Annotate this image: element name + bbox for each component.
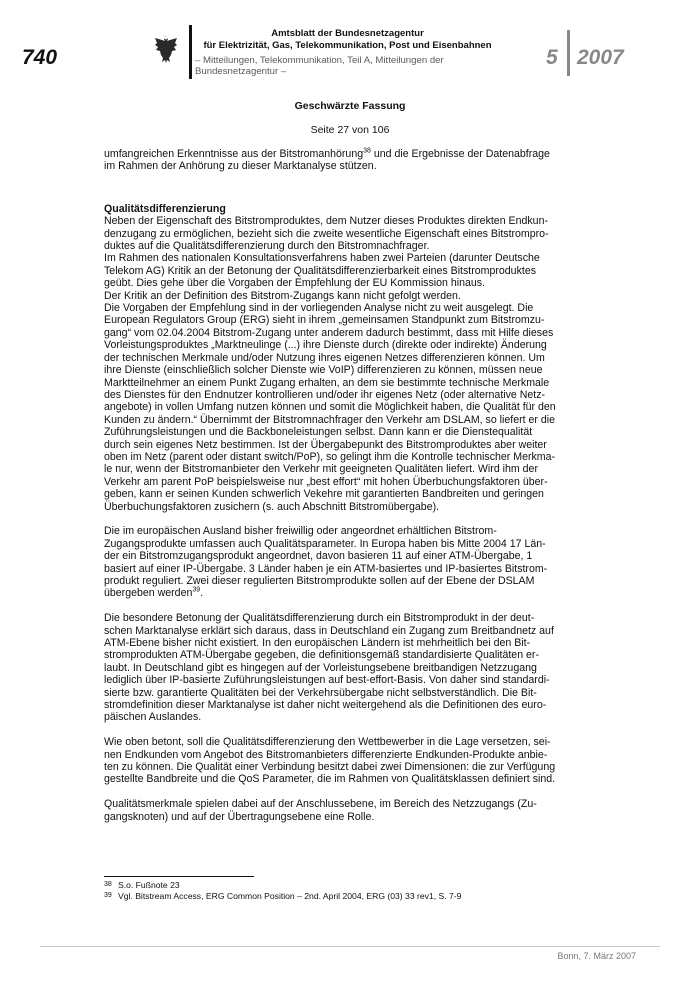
paragraph-intro: umfangreichen Erkenntnisse aus der Bitstromanhörung$^{38}$ und die Ergebnisse der Datenabfrage im Rahmen der Anhörung zu dieser Marktanalyse stützen. [104,147,550,173]
body-text [104,148,600,823]
paragraph-3: Die besondere Betonung der Qualitätsdifferenzierung durch ein Bitstromprodukt in der deut- schen Marktanalyse erklärt sich daraus, dass in Deutschland ein Zugang zum Breitbandnetz auf ATM-Ebene bisher nicht existiert. In den europäischen Ländern ist mehrheitlich bei den Bit- stromprodukten ATM-Übergabe gegeben, die definitionsgemäß standardisierte Qualitäten er- laubt. In Deutschland gibt es hingegen auf der Vorleistungsebene breitbandigen Netzzugang lediglich über IP-basierte Zuführungsleistungen auf best-effort-Basis. Von daher sind standardi- sierte bzw. garantierte Qualitäten bei der Verkehrsübergabe nicht selbstverständlich. Die Bit- stromdefinition dieser Marktanalyse ist daher nicht weitergehend als die Definitionen des euro- päischen Auslandes. [104,612,554,724]
paragraph-1: Neben der Eigenschaft des Bitstromproduktes, dem Nutzer dieses Produktes direkten Endkun- denzugang zu ermöglichen, bezieht sich die zweite wesentliche Eigenschaft eines Bitstrompro- duktes auf die Qualitätsdifferenzierung durch den Bitstromnachfrager. Im Rahmen des nationalen Konsultationsverfahrens haben zwei Parteien (darunter Deutsche Telekom AG) Kritik an der Betonung der Qualitätsdifferenzierbarkeit eines Bitstromproduktes geübt. Dies gehe über die Vorgaben der Empfehlung der EU Kommission hinaus. Der Kritik an der Definition des Bitstrom-Zugangs kann nicht gefolgt werden. Die Vorgaben der Empfehlung sind in der vorliegenden Analyse nicht zu weit ausgelegt. Die European Regulators Group (ERG) sieht in ihrem „gemeinsamen Standpunkt zum Bitstromzu- gang“ vom 02.04.2004 Bitstrom-Zugang unter anderem dadurch bestimmt, dass mit Hilfe dieses Vorleistungsproduktes „Marktneulinge (...) ihre Dienste durch (direkte oder indirekte) Änderung der technischen Merkmale und/oder Nutzung ihres eigenen Netzes differenzieren können. Um ihre Dienste (einschließlich solcher Dienste wie VoIP) differenzieren zu können, müssen neue Marktteilnehmer an einem Punkt Zugang erhalten, an dem sie bestimmte technische Merkmale des Dienstes für den Endnutzer kontrollieren und/oder ihr eigenes Netz (oder alternative Netz- angebote) in vollen Umfang nutzen können und somit die Möglichkeit haben, die Qualität für den Kunden zu ändern.“ Übernimmt der Bitstromnachfrager den Verkehr am DSLAM, so liefert er die Zuführungsleistungen und die Backboneleistungen selbst. Dann kann er die Dienstequalität durch sein eigenes Netz bestimmen. Ist der Übergabepunkt des Bitstromproduktes aber weiter oben im Netz (parent oder distant switch/PoP), so gelingt ihm die Kontrolle technischer Merkma- le nur, wenn der Bitstromanbieter den Verkehr mit geeigneten Qualitäten liefert. Wird ihm der Verkehr am parent PoP beispielsweise nur „best effort“ mit hohen Überbuchungsfaktoren über- geben, kann er seinen Kunden schwerlich Vekehre mit garantierten Bandbreiten und geringen Überbuchungsfaktoren zusichern (s. auch Abschnitt Bitstromübergabe). [104,215,556,513]
page-info: Seite 27 von 106 [310,124,390,136]
header-divider [189,25,192,79]
paragraph-5: Qualitätsmerkmale spielen dabei auf der Anschlussebene, im Bereich des Netzzugangs (Zu- gangsknoten) und auf der Übertragungsebene eine Rolle. [104,798,537,823]
footnote-ref-38[interactable]: 38 [363,147,371,155]
federal-eagle-icon [154,34,178,64]
footnote-divider [104,876,254,877]
issue-number: 5 [546,46,558,69]
section-heading: Qualitätsdifferenzierung [104,202,226,215]
page-number: 740 [22,46,58,69]
footer-date: Bonn, 7. März 2007 [557,951,636,961]
document-title: Geschwärzte Fassung [294,100,406,112]
footer-divider [40,946,660,947]
paragraph-2: Die im europäischen Ausland bisher freiwillig oder angeordnet erhältlichen Bitstrom- Zugangsprodukte umfassen auch Qualitätsparameter. In Europa haben bis Mitte 2004 17 Län- der ein Bitstromzugangsprodukt angeordnet, davon basieren 11 auf einer ATM-Übergabe, 1 basiert auf einer IP-Übergabe. 3 Länder haben je ein ATM-basiertes und IP-basiertes Bitstrom- produkt reguliert. Zwei dieser regulierten Bitstromprodukte sollen auf der Ebene der DSLAM übergeben werden$^{39}$. [104,525,548,600]
footnote-39: 39 Vgl. Bitstream Access, ERG Common Position – 2nd. April 2004, ERG (03) 33 rev1, S. 7-9 [104,891,462,901]
issue-divider [567,30,570,76]
footnote-ref-39[interactable]: 39 [192,586,201,594]
issue-year: 2007 [577,46,624,69]
gazette-title: Amtsblatt der Bundesnetzagentur [271,28,424,39]
paragraph-4: Wie oben betont, soll die Qualitätsdifferenzierung den Wettbewerber in die Lage versetzen, sei- nen Endkunden vom Angebot des Bitstromanbieters differenzierte Endkunden-Produkte anbie- ten zu können. Die Qualität einer Verbindung besitzt dabei zwei Dimensionen: die zur Verfügung gestellte Bandbreite und die QoS Parameter, die im Rahmen von Qualitätsklassen definiert sind. [104,736,556,786]
footnote-38: 38 S.o. Fußnote 23 [104,880,180,890]
gazette-subtitle: für Elektrizität, Gas, Telekommunikation, Post und Eisenbahnen [203,40,492,51]
gazette-section: – Mitteilungen, Telekommunikation, Teil A, Mitteilungen der Bundesnetzagentur – [195,55,444,77]
